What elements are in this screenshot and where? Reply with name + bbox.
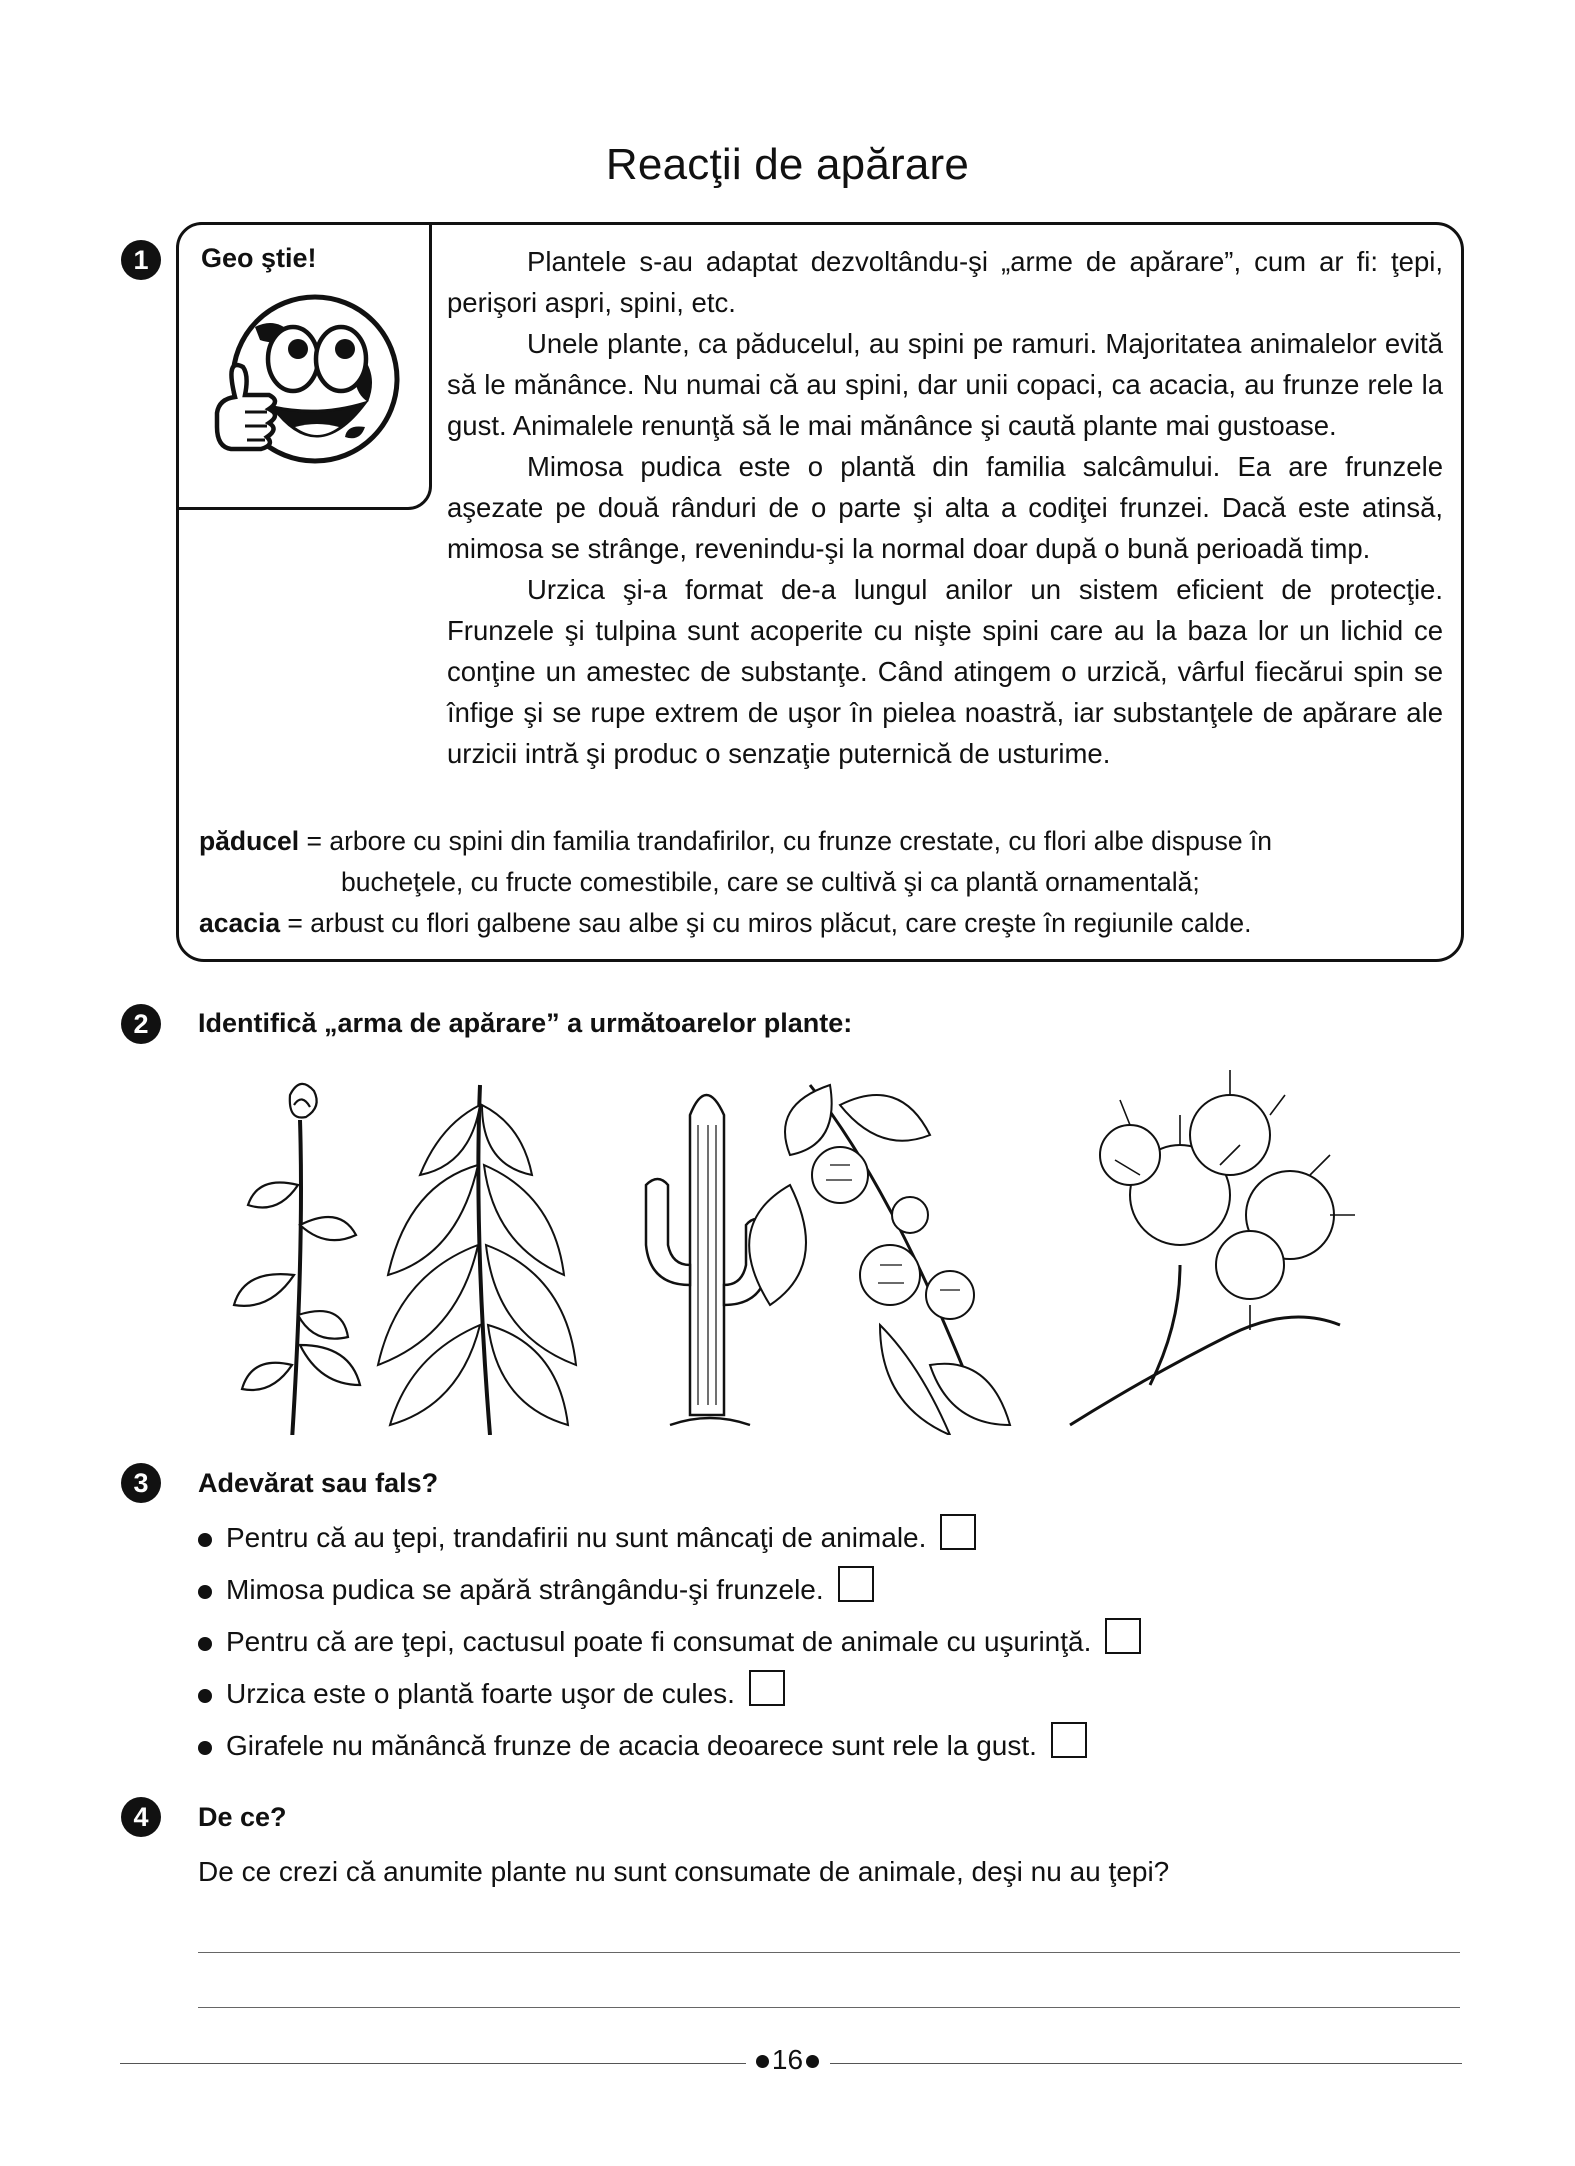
paragraph: Unele plante, ca păducelul, au spini pe ramuri. Majoritatea animalelor evită să le mănânce. Nu numai că au spini, dar unii copaci, ca acacia, au frunze rele la gust. Animalele renunţă să le mai mănânce şi caută plante mai gustoase.	[447, 328, 1443, 441]
answer-checkbox[interactable]	[1051, 1722, 1087, 1758]
list-item	[198, 1512, 1298, 1564]
bullet-icon	[198, 1533, 212, 1547]
list-item	[198, 1616, 1298, 1668]
rose-stem-icon	[234, 1084, 360, 1435]
section-2-instruction: Identifică „arma de apărare” a următoarelor plante:	[198, 1008, 853, 1038]
glossary	[199, 821, 1447, 944]
statement-text: Pentru că au ţepi, trandafirii nu sunt mâncaţi de animale.	[226, 1522, 927, 1553]
glossary-entry	[199, 821, 1447, 862]
statement-text: Mimosa pudica se apără strângându-şi frunzele.	[226, 1574, 824, 1605]
page-number	[0, 2044, 1575, 2076]
raspberry-branch-icon	[749, 1085, 1010, 1435]
geo-title: Geo ştie!	[201, 243, 317, 273]
section-3-number: 3	[121, 1463, 161, 1503]
bullet-icon	[198, 1585, 212, 1599]
page-number-text: 16	[771, 2044, 804, 2075]
glossary-term: acacia	[199, 908, 281, 938]
nettle-plant-icon	[378, 1085, 576, 1435]
info-box	[176, 222, 1464, 962]
dot-icon	[756, 2055, 769, 2068]
true-false-list	[198, 1512, 1298, 1772]
paragraph: Urzica şi-a format de-a lungul anilor un sistem eficient de protecţie. Frunzele şi tulpina sunt acoperite cu nişte spini care au la baza lor un lichid ce conţine un amestec de substanţe. Când atingem o urzică, vârful fiecărui spin se înfige şi se rupe extrem de uşor în pielea noastră, iar substanţele de apărare ale urzicii intră şi produc o senzaţie puternică de usturime.	[447, 574, 1443, 769]
smiling-globe-thumbs-up-icon	[195, 287, 415, 487]
answer-checkbox[interactable]	[1105, 1618, 1141, 1654]
bullet-icon	[198, 1741, 212, 1755]
glossary-term: păducel	[199, 826, 300, 856]
statement-text: Pentru că are ţepi, cactusul poate fi consumat de animale cu uşurinţă.	[226, 1626, 1092, 1657]
section-4-number: 4	[121, 1797, 161, 1837]
list-item	[198, 1668, 1298, 1720]
page-title: Reacţii de apărare	[605, 140, 970, 189]
section-2-number: 2	[121, 1004, 161, 1044]
glossary-definition: = arbust cu flori galbene sau albe şi cu miros plăcut, care creşte în regiunile calde.	[280, 908, 1252, 938]
plant-illustrations	[190, 1065, 1450, 1435]
section-1-number: 1	[121, 240, 161, 280]
paragraph: Plantele s-au adaptat dezvoltându-şi „arme de apărare”, cum ar fi: ţepi, perişori aspri, spini, etc.	[447, 246, 1443, 318]
answer-checkbox[interactable]	[940, 1514, 976, 1550]
section-4-instruction: De ce?	[198, 1802, 287, 1832]
answer-checkbox[interactable]	[838, 1566, 874, 1602]
statement-text: Girafele nu mănâncă frunze de acacia deoarece sunt rele la gust.	[226, 1730, 1037, 1761]
geo-sidebar	[176, 222, 432, 510]
section-4-question: De ce crezi că anumite plante nu sunt consumate de animale, deşi nu au ţepi?	[198, 1856, 1170, 1887]
list-item	[198, 1720, 1298, 1772]
answer-checkbox[interactable]	[749, 1670, 785, 1706]
bullet-icon	[198, 1689, 212, 1703]
list-item	[198, 1564, 1298, 1616]
bullet-icon	[198, 1637, 212, 1651]
section-3-instruction: Adevărat sau fals?	[198, 1468, 439, 1498]
glossary-definition: = arbore cu spini din familia trandafirilor, cu frunze crestate, cu flori albe dispuse în	[299, 826, 1273, 856]
glossary-entry	[199, 903, 1447, 944]
burdock-flower-icon	[1070, 1070, 1355, 1425]
glossary-definition-cont: bucheţele, cu fructe comestibile, care se cultivă şi ca plantă ornamentală;	[341, 867, 1200, 897]
answer-line[interactable]	[198, 1952, 1460, 1953]
statement-text: Urzica este o plantă foarte uşor de cules.	[226, 1678, 735, 1709]
main-text	[447, 241, 1443, 774]
answer-line[interactable]	[198, 2007, 1460, 2008]
paragraph: Mimosa pudica este o plantă din familia salcâmului. Ea are frunzele aşezate pe două rânduri de o parte şi alta a codiţei frunzei. Dacă este atinsă, mimosa se strânge, revenindu-şi la normal doar după o bună perioadă timp.	[447, 451, 1443, 564]
dot-icon	[806, 2055, 819, 2068]
